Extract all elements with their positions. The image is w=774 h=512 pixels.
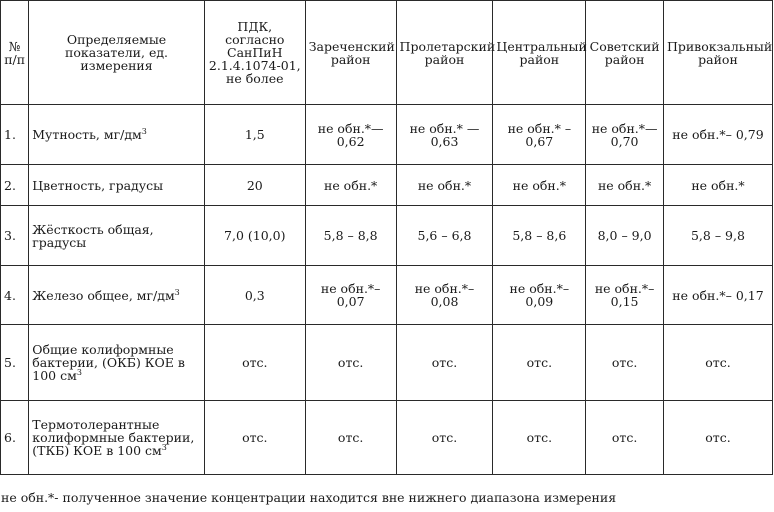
- cell-proletarsky: не обн.*: [396, 165, 493, 206]
- table-row: [1, 206, 773, 266]
- row-indicator: Железо общее, $мг/дм^3$: [29, 266, 205, 325]
- cell-central: не обн.* – 0,67: [493, 105, 586, 165]
- cell-privokzalny: 5,8 – 9,8: [663, 206, 772, 266]
- header-pdk: ПДК, согласно СанПиН 2.1.4.1074-01, не более: [204, 1, 305, 105]
- cell-sovetsky: не обн.*— 0,70: [586, 105, 664, 165]
- row-indicator: Общие колиформные бактерии, (ОКБ) КОЕ в 100 $см^3$: [29, 325, 205, 401]
- row-indicator: Жёсткость общая, градусы: [29, 206, 205, 266]
- cell-privokzalny: отс.: [663, 325, 772, 401]
- cell-sovetsky: не обн.*: [586, 165, 664, 206]
- row-number: 4.: [1, 266, 29, 325]
- row-number: 2.: [1, 165, 29, 206]
- row-pdk: 20: [204, 165, 305, 206]
- table-row: [1, 105, 773, 165]
- header-district-sovetsky: Советский район: [586, 1, 664, 105]
- header-district-central: Центральный район: [493, 1, 586, 105]
- cell-sovetsky: 8,0 – 9,0: [586, 206, 664, 266]
- header-district-proletarsky: Пролетарский район: [396, 1, 493, 105]
- cell-central: не обн.*: [493, 165, 586, 206]
- row-indicator: Термотолерантные колиформные бактерии, (ТКБ) КОЕ в 100 $см^3$: [29, 401, 205, 475]
- row-pdk: 0,3: [204, 266, 305, 325]
- header-num: № п/п: [1, 1, 29, 105]
- row-indicator: Цветность, градусы: [29, 165, 205, 206]
- header-district-privokzalny: Привокзальный район: [663, 1, 772, 105]
- cell-zarechensky: не обн.*– 0,07: [305, 266, 396, 325]
- cell-zarechensky: отс.: [305, 401, 396, 475]
- cell-proletarsky: отс.: [396, 325, 493, 401]
- cell-zarechensky: не обн.*: [305, 165, 396, 206]
- cell-zarechensky: отс.: [305, 325, 396, 401]
- footnote: не обн.*- полученное значение концентрации находится вне нижнего диапазона измерения: [1, 490, 617, 505]
- cell-zarechensky: 5,8 – 8,8: [305, 206, 396, 266]
- header-district-zarechensky: Зареченский район: [305, 1, 396, 105]
- cell-privokzalny: не обн.*– 0,79: [663, 105, 772, 165]
- table-row: [1, 165, 773, 206]
- cell-proletarsky: не обн.*– 0,08: [396, 266, 493, 325]
- row-pdk: отс.: [204, 325, 305, 401]
- cell-privokzalny: не обн.*: [663, 165, 772, 206]
- cell-central: отс.: [493, 401, 586, 475]
- row-number: 5.: [1, 325, 29, 401]
- row-number: 6.: [1, 401, 29, 475]
- table-header-row: [1, 1, 773, 105]
- row-number: 1.: [1, 105, 29, 165]
- row-pdk: 1,5: [204, 105, 305, 165]
- cell-privokzalny: отс.: [663, 401, 772, 475]
- cell-privokzalny: не обн.*– 0,17: [663, 266, 772, 325]
- cell-sovetsky: отс.: [586, 401, 664, 475]
- table-row: [1, 325, 773, 401]
- cell-central: отс.: [493, 325, 586, 401]
- cell-central: 5,8 – 8,6: [493, 206, 586, 266]
- cell-zarechensky: не обн.*— 0,62: [305, 105, 396, 165]
- cell-sovetsky: отс.: [586, 325, 664, 401]
- header-indicator: Определяемые показатели, ед. измерения: [29, 1, 205, 105]
- row-number: 3.: [1, 206, 29, 266]
- cell-proletarsky: не обн.* — 0,63: [396, 105, 493, 165]
- cell-sovetsky: не обн.*– 0,15: [586, 266, 664, 325]
- table-row: [1, 266, 773, 325]
- cell-proletarsky: 5,6 – 6,8: [396, 206, 493, 266]
- row-indicator: Мутность, $мг/дм^3$: [29, 105, 205, 165]
- row-pdk: 7,0 (10,0): [204, 206, 305, 266]
- table-row: [1, 401, 773, 475]
- cell-proletarsky: отс.: [396, 401, 493, 475]
- cell-central: не обн.*– 0,09: [493, 266, 586, 325]
- row-pdk: отс.: [204, 401, 305, 475]
